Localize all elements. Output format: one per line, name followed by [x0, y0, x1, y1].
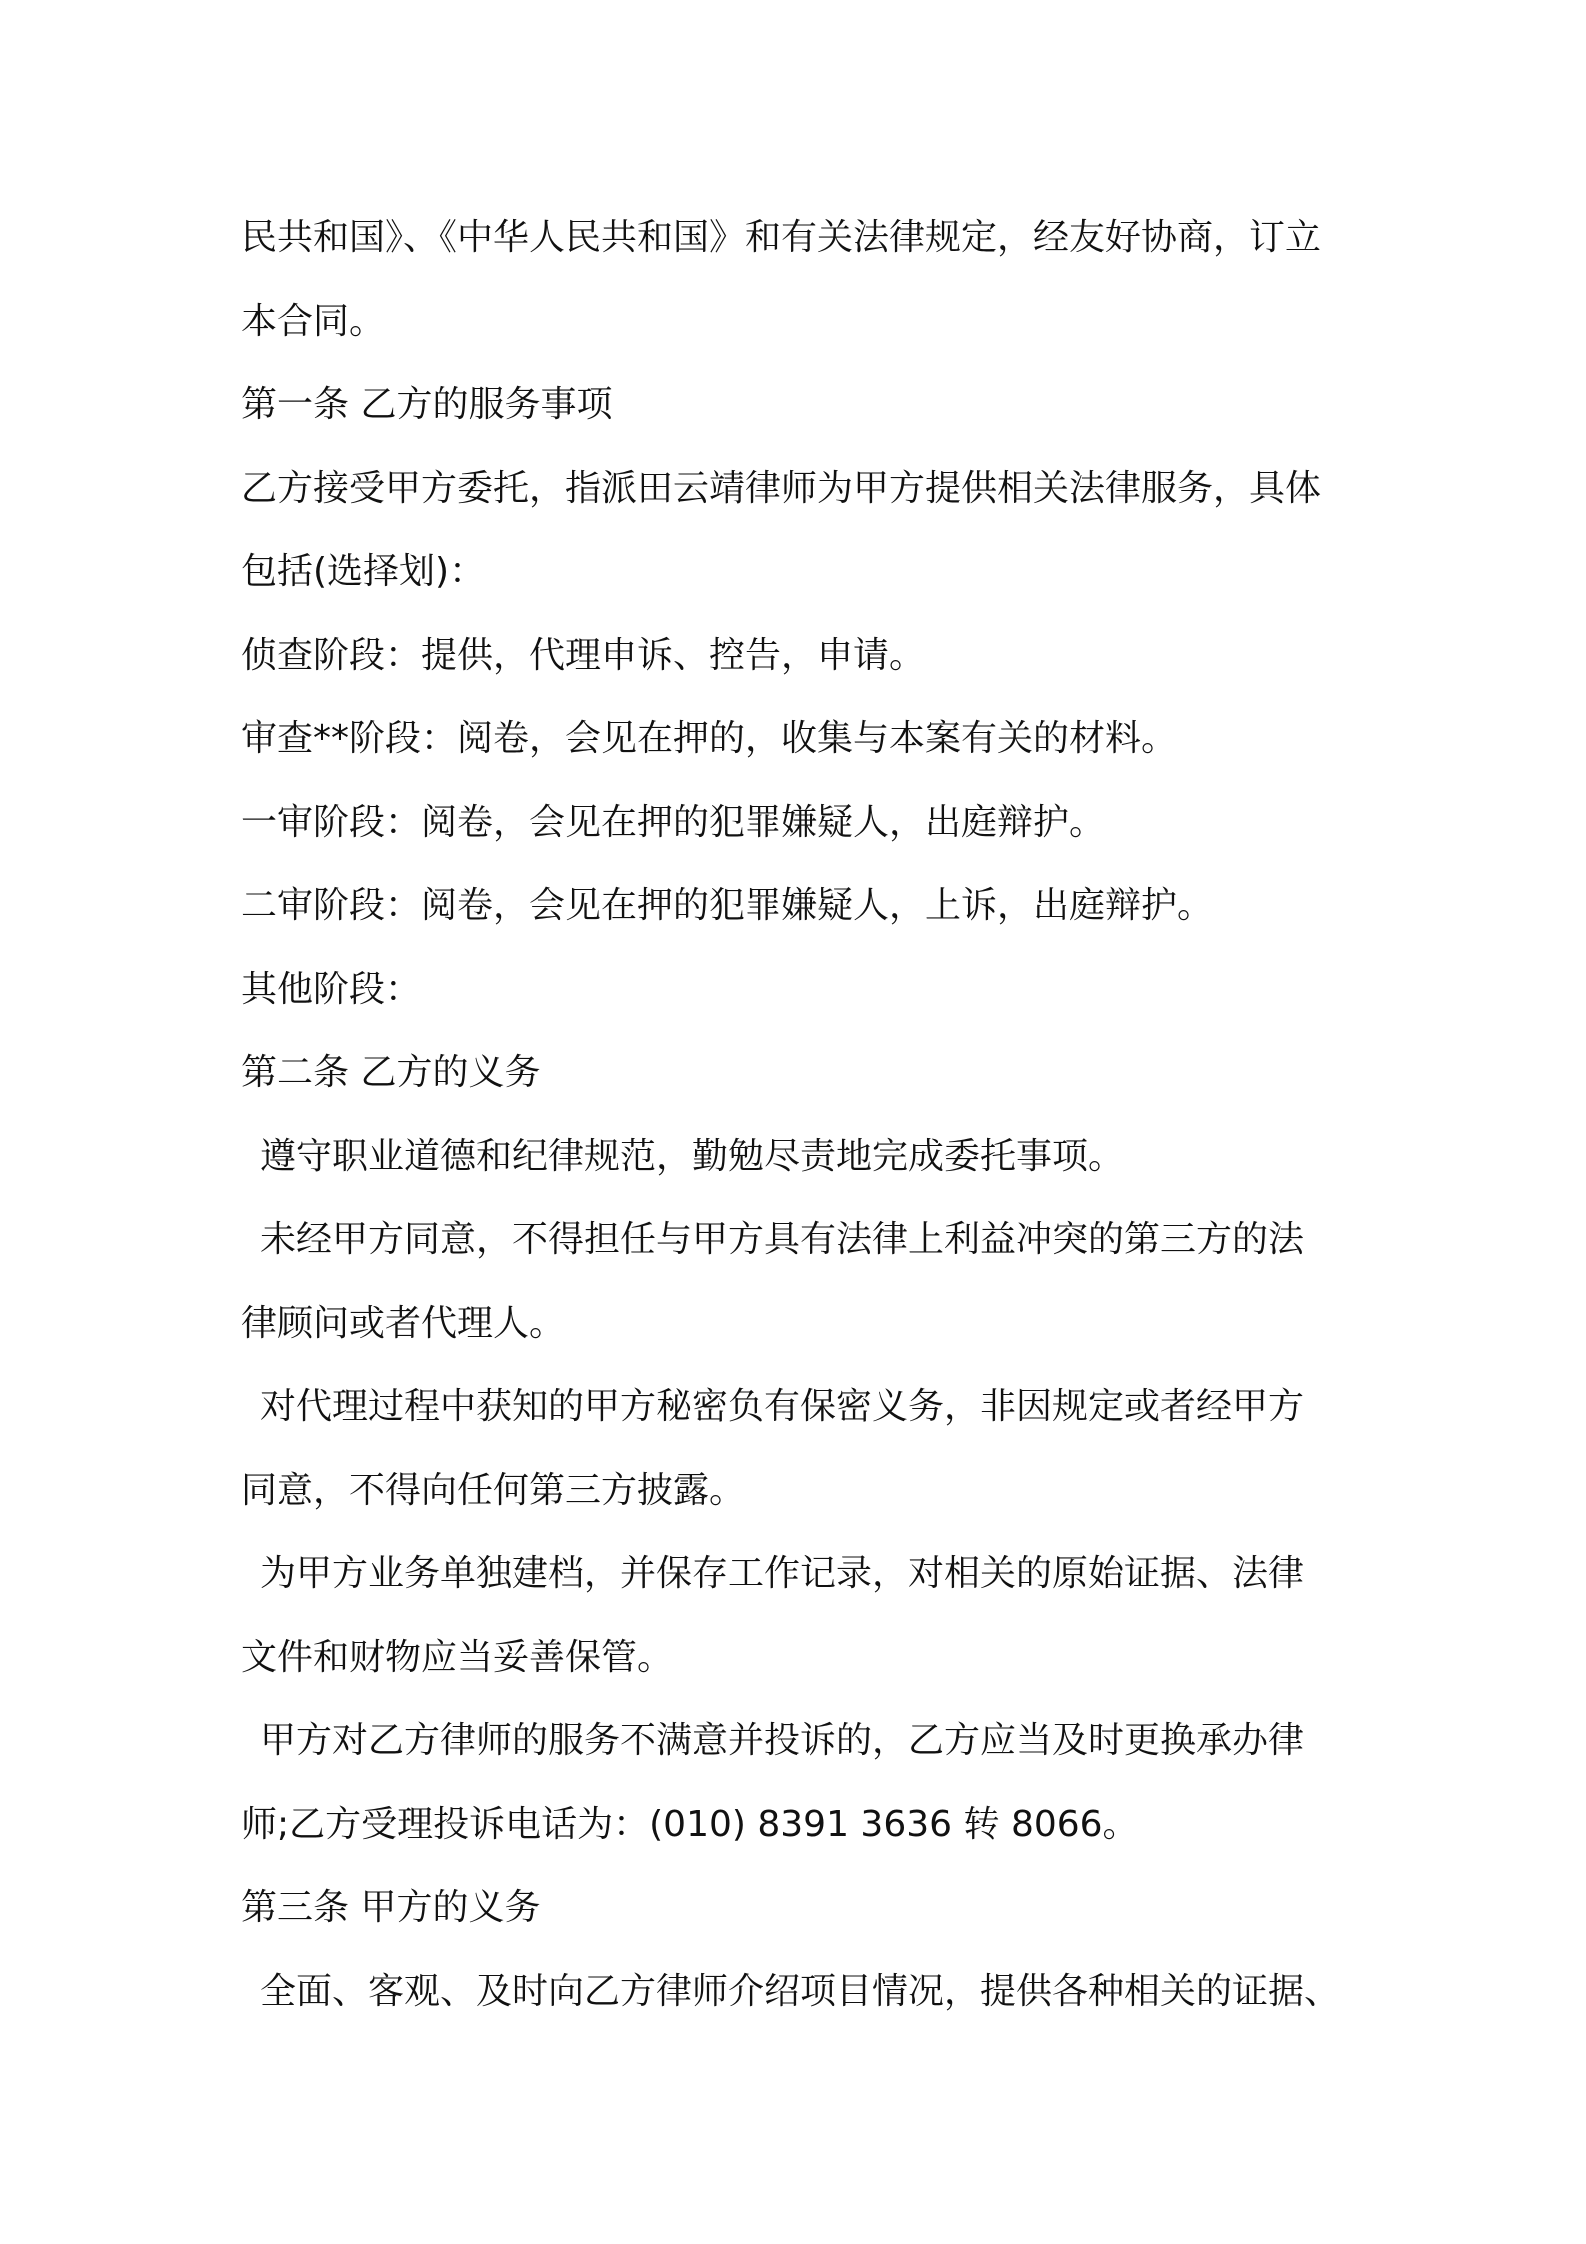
text-line: 师;乙方受理投诉电话为：(010) 8391 3636 转 8066。 [241, 1803, 1139, 1845]
text-line: 其他阶段： [241, 968, 422, 1010]
text-line: 同意，不得向任何第三方披露。 [241, 1469, 746, 1511]
article-heading: 第二条 乙方的义务 [241, 1052, 541, 1093]
text-line: 未经甲方同意，不得担任与甲方具有法律上利益冲突的第三方的法 [260, 1219, 1305, 1260]
text-line: 甲方对乙方律师的服务不满意并投诉的，乙方应当及时更换承办律 [260, 1720, 1305, 1761]
text-line: 全面、客观、及时向乙方律师介绍项目情况，提供各种相关的证据、 [260, 1970, 1341, 2012]
text-line: 为甲方业务单独建档，并保存工作记录，对相关的原始证据、法律 [260, 1553, 1305, 1594]
text-line: 民共和国》、《中华人民共和国》和有关法律规定，经友好协商，订立 [241, 217, 1322, 258]
text-line: 乙方接受甲方委托，指派田云靖律师为甲方提供相关法律服务，具体 [241, 467, 1322, 509]
text-line: 对代理过程中获知的甲方秘密负有保密义务，非因规定或者经甲方 [260, 1386, 1305, 1427]
text-line: 文件和财物应当妥善保管。 [241, 1636, 674, 1678]
text-line: 侦查阶段：提供，代理申诉、控告，申请。 [241, 634, 926, 676]
text-line: 一审阶段：阅卷，会见在押的犯罪嫌疑人，出庭辩护。 [241, 801, 1106, 843]
text-line: 审查**阶段：阅卷，会见在押的，收集与本案有关的材料。 [241, 718, 1178, 759]
text-line: 本合同。 [241, 300, 386, 342]
text-line: 二审阶段：阅卷，会见在押的犯罪嫌疑人，上诉，出庭辩护。 [241, 885, 1214, 926]
text-line: 包括(选择划)： [241, 551, 486, 592]
article-heading: 第三条 甲方的义务 [241, 1887, 541, 1928]
text-line: 律顾问或者代理人。 [241, 1302, 566, 1344]
text-line: 遵守职业道德和纪律规范，勤勉尽责地完成委托事项。 [260, 1135, 1125, 1177]
document-body [241, 196, 1361, 2033]
article-heading: 第一条 乙方的服务事项 [241, 384, 613, 425]
